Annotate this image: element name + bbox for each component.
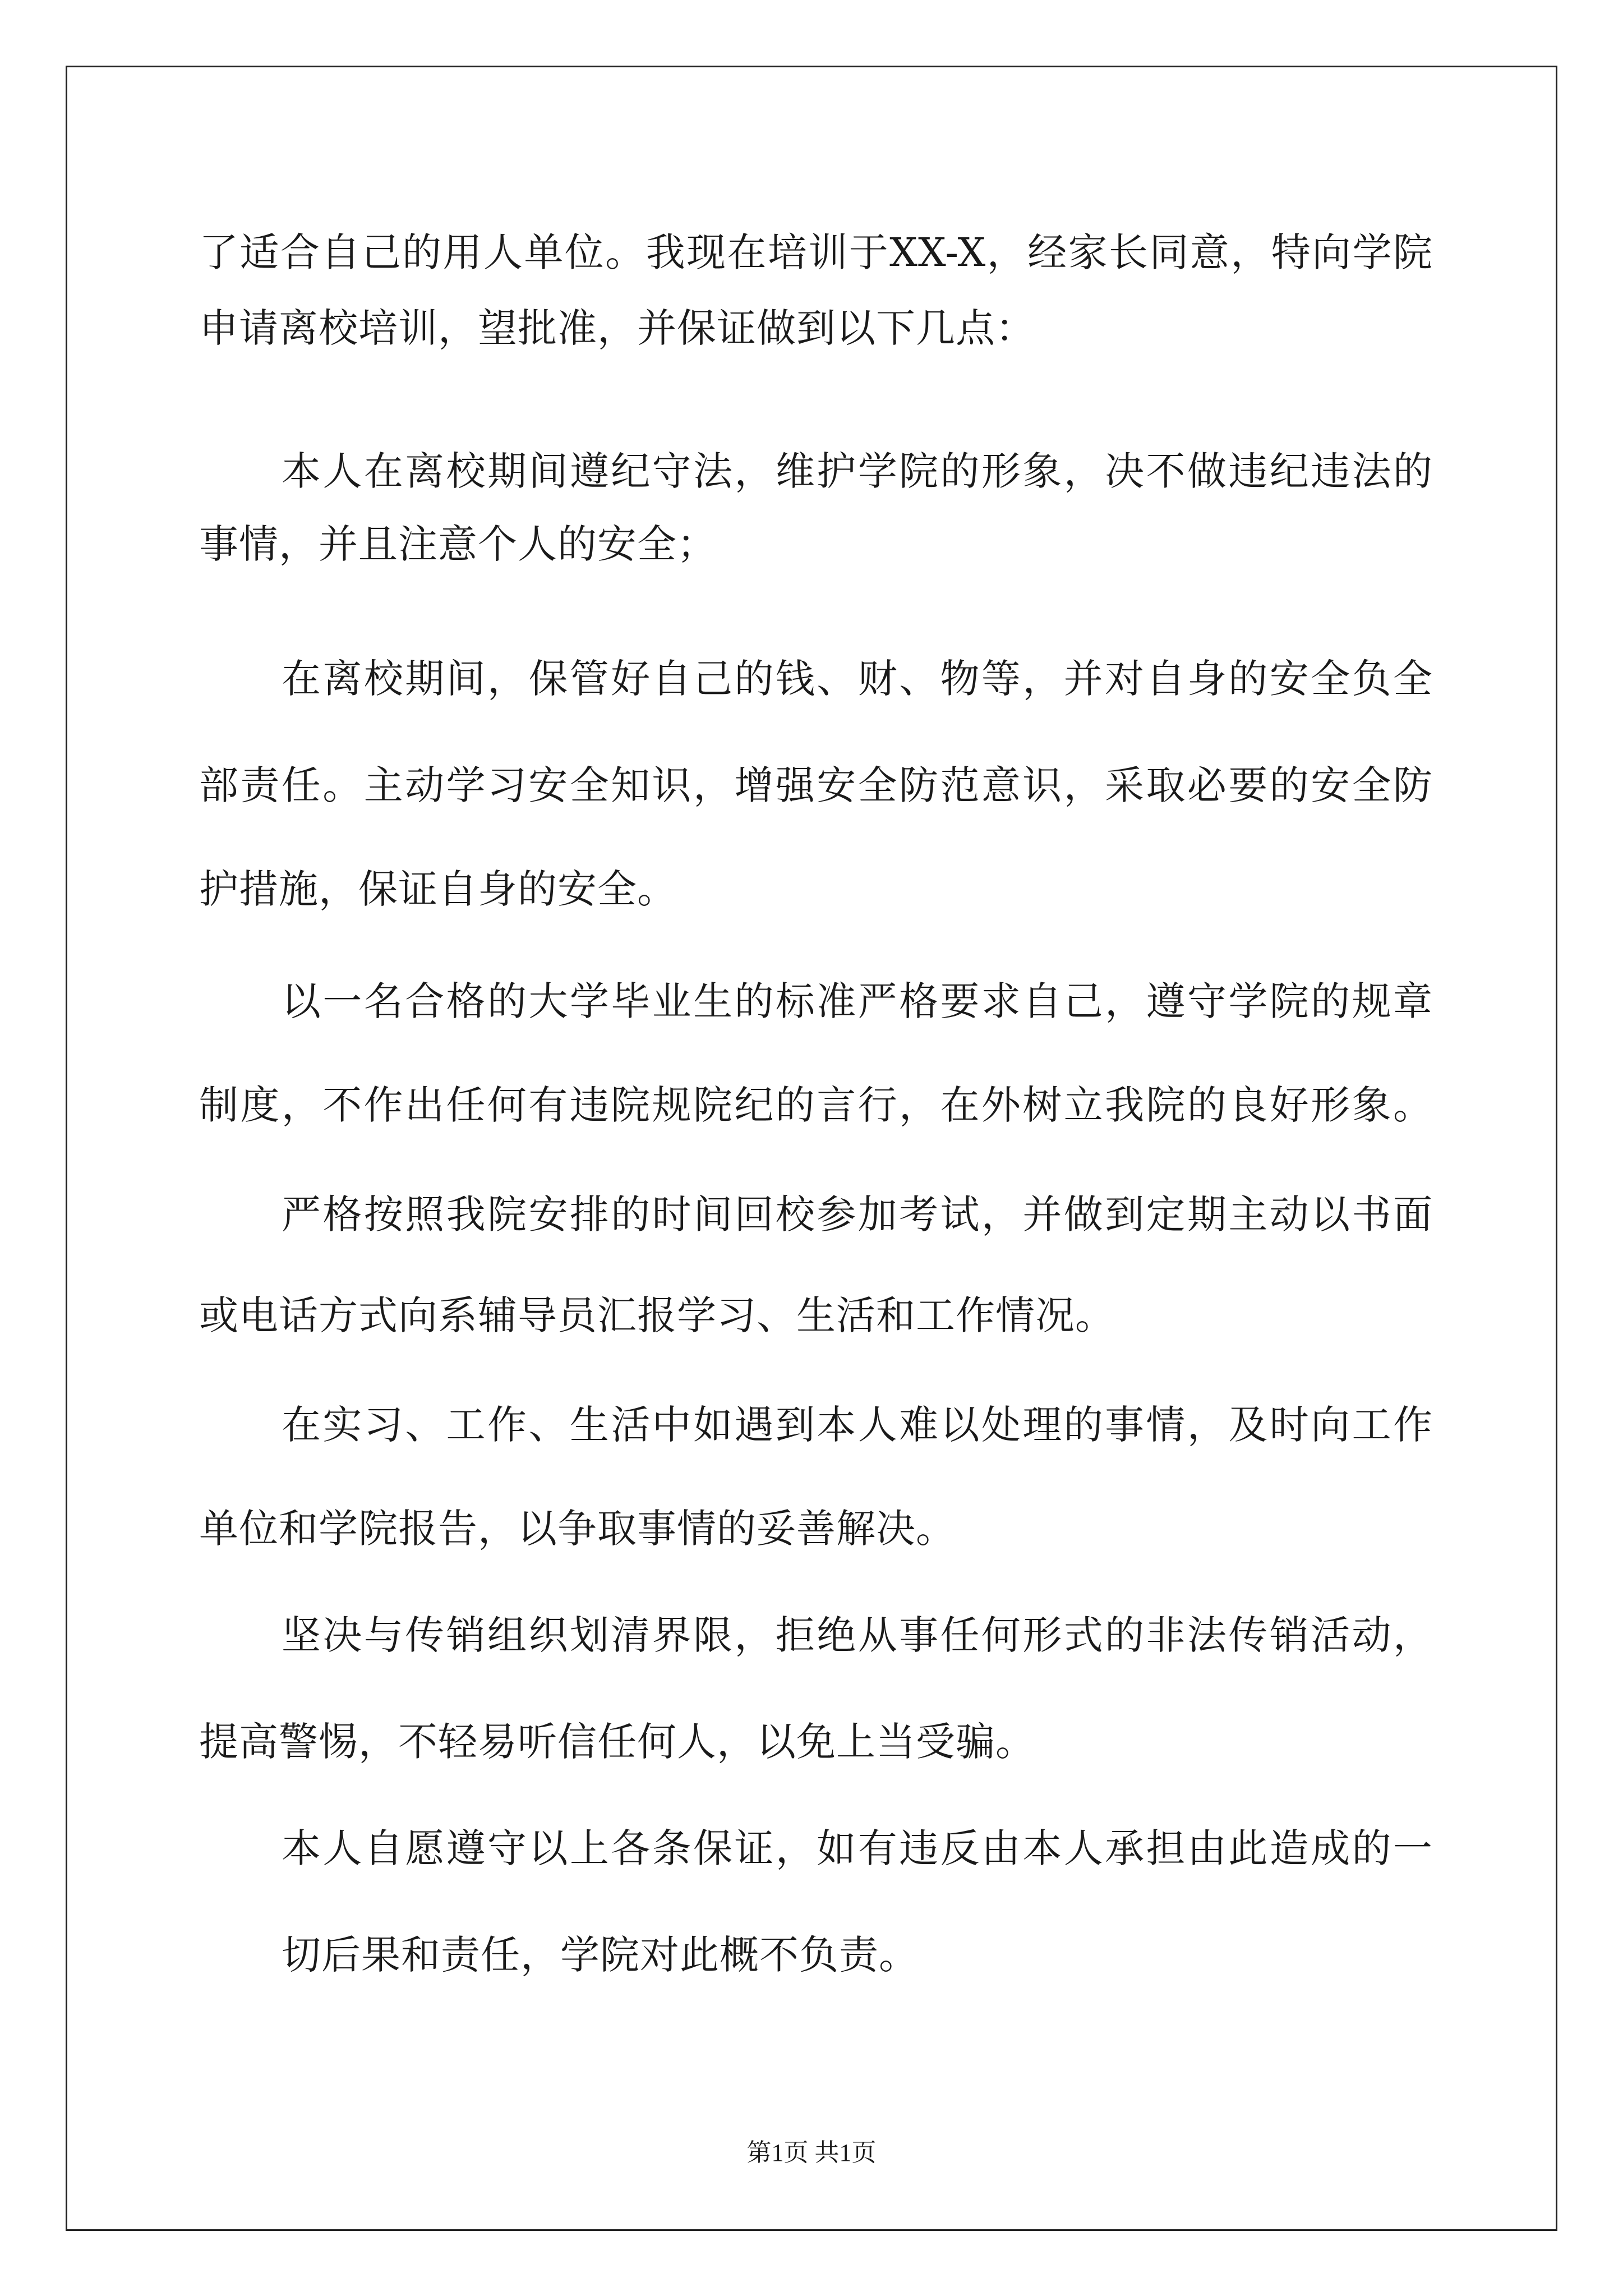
body-line-6: 部责任。主动学习安全知识，增强安全防范意识，采取必要的安全防 [199, 762, 1433, 808]
body-line-8: 以一名合格的大学毕业生的标准严格要求自己，遵守学院的规章 [282, 978, 1433, 1024]
body-line-13: 单位和学院报告，以争取事情的妥善解决。 [199, 1506, 956, 1552]
body-line-12: 在实习、工作、生活中如遇到本人难以处理的事情，及时向工作 [282, 1402, 1433, 1448]
body-line-10: 严格按照我院安排的时间回校参加考试，并做到定期主动以书面 [282, 1191, 1433, 1237]
body-line-11: 或电话方式向系辅导员汇报学习、生活和工作情况。 [199, 1292, 1115, 1338]
body-line-16: 本人自愿遵守以上各条保证，如有违反由本人承担由此造成的一 [282, 1825, 1433, 1871]
body-line-7: 护措施，保证自身的安全。 [199, 866, 677, 912]
page-number-footer: 第1页 共1页 [746, 2139, 877, 2166]
body-line-3: 本人在离校期间遵纪守法，维护学院的形象，决不做违纪违法的 [282, 448, 1433, 494]
body-line-4: 事情，并且注意个人的安全； [199, 521, 717, 567]
body-line-15: 提高警惕，不轻易听信任何人，以免上当受骗。 [199, 1719, 1035, 1765]
page-frame [66, 66, 1557, 2231]
body-line-5: 在离校期间，保管好自己的钱、财、物等，并对自身的安全负全 [282, 656, 1433, 702]
body-line-1: 了适合自己的用人单位。我现在培训于XX-X，经家长同意，特向学院 [199, 229, 1433, 275]
body-line-9: 制度，不作出任何有违院规院纪的言行，在外树立我院的良好形象。 [199, 1082, 1433, 1128]
body-line-14: 坚决与传销组织划清界限，拒绝从事任何形式的非法传销活动， [282, 1612, 1433, 1658]
body-line-17: 切后果和责任，学院对此概不负责。 [282, 1932, 919, 1978]
body-line-2: 申请离校培训，望批准，并保证做到以下几点： [199, 305, 1035, 351]
